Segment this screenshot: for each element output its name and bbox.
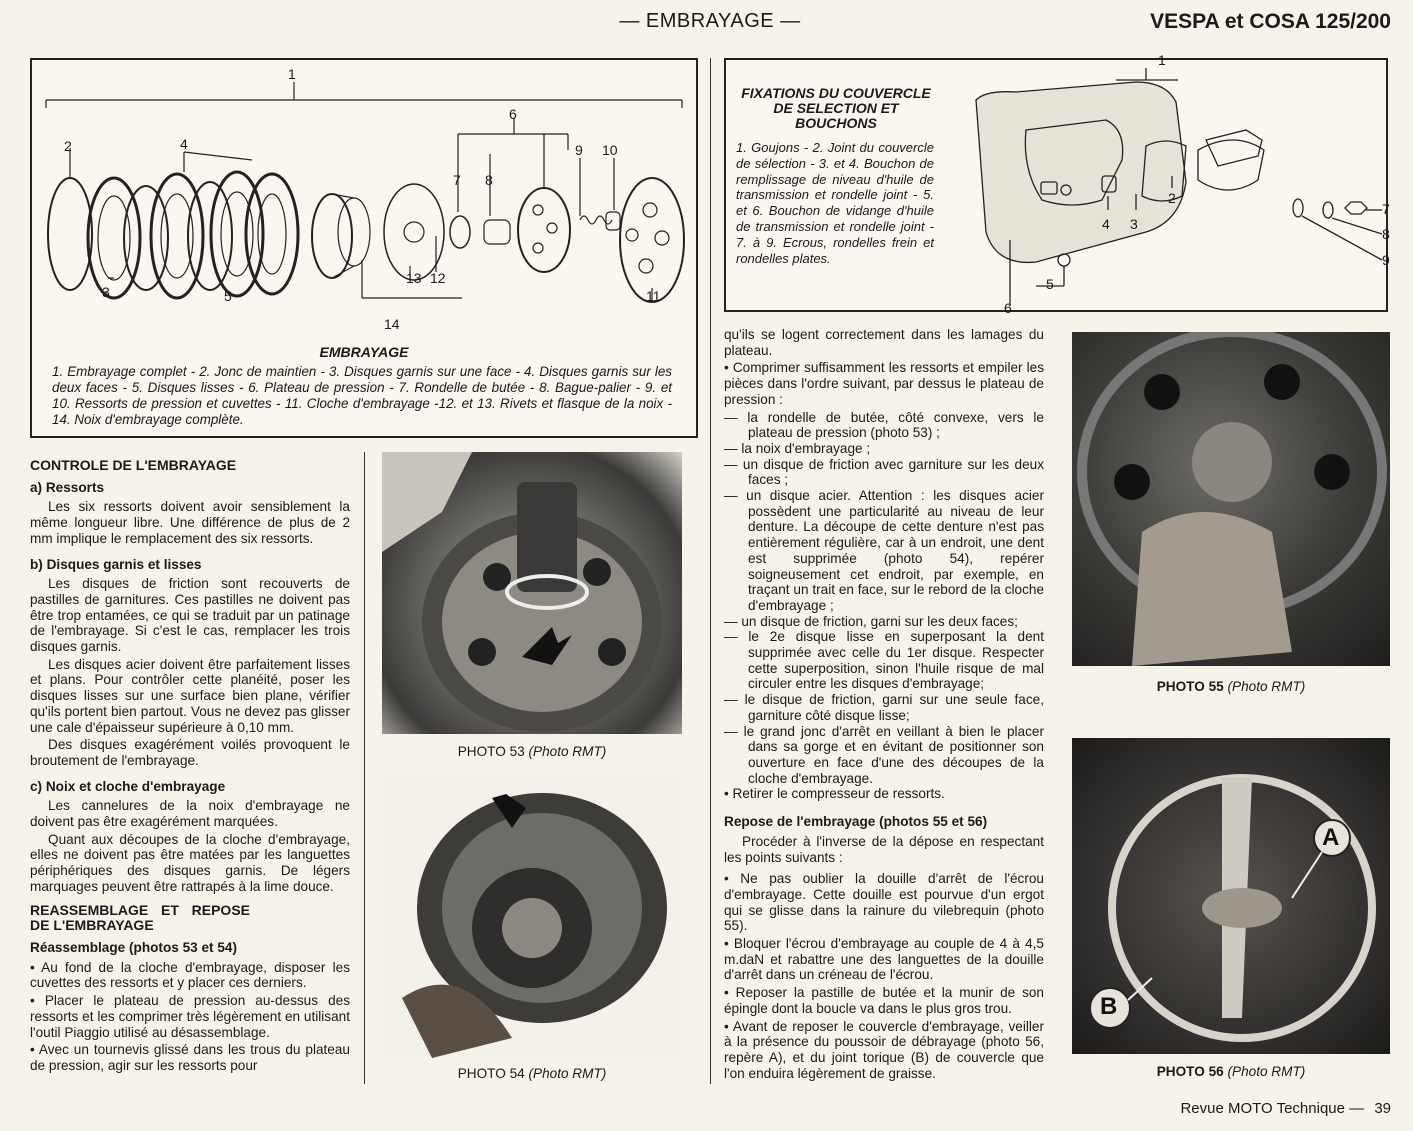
photo-54 — [382, 778, 682, 1058]
photo-53 — [382, 452, 682, 734]
photo-53-illustration — [382, 452, 682, 734]
fig2-label-7: 7 — [1382, 201, 1390, 217]
photo-54-illustration — [382, 778, 682, 1058]
magazine-title: VESPA et COSA 125/200 — [1150, 10, 1391, 33]
photo-54-credit: (Photo RMT) — [528, 1066, 607, 1081]
photo-53-credit: (Photo RMT) — [528, 744, 607, 759]
page-number: 39 — [1374, 1100, 1391, 1117]
para-disques-1: Les disques de friction sont recouverts de pastilles de garnitures. Ces pastilles ne doivent pas être trop entamées, ce qui se traduit par un patinage de l'embrayage. Si c'est le cas, remplacer les trois disques garnis. — [30, 576, 350, 655]
para-intro: qu'ils se logent correctement dans les lamages du plateau. — [724, 327, 1044, 358]
fig1-label-12: 12 — [430, 270, 446, 286]
fig2-label-9: 9 — [1382, 252, 1390, 268]
column-divider-2 — [710, 58, 711, 1084]
photo-56-illustration — [1072, 738, 1390, 1054]
fig2-label-4: 4 — [1102, 216, 1110, 232]
heading-noix: c) Noix et cloche d'embrayage — [30, 778, 226, 794]
list-item: — le disque de friction, garni sur une seule face, garniture côté disque lisse; — [724, 692, 1044, 723]
fig1-label-5: 5 — [224, 288, 232, 304]
list-item: — la rondelle de butée, côté convexe, vers le plateau de pression (photo 53) ; — [724, 409, 1044, 441]
photo-56 — [1072, 738, 1390, 1054]
fig1-label-3: 3 — [102, 284, 110, 300]
heading-reassemblage: REASSEMBLAGE ET REPOSE DE L'EMBRAYAGE — [30, 901, 250, 934]
para-repose-4: • Avant de reposer le couvercle d'embrayage, veiller à la présence du poussoir de débrayage (photo 56, repère A), et du joint torique (B) de couvercle que l'on enduira légèrement de graisse. — [724, 1018, 1044, 1081]
photo-55-caption — [1072, 679, 1390, 694]
list-item: — le 2e disque lisse en superposant la dent supprimée avec celle du 1er disque. Respecter cette superposition, sinon l'huile risque de mal circuler entre les disques d'embrayage; — [724, 629, 1044, 692]
heading-reassemblage-photos: Réassemblage (photos 53 et 54) — [30, 939, 237, 955]
fig1-label-14: 14 — [384, 316, 400, 332]
photo-53-caption — [382, 744, 682, 759]
fig1-label-9: 9 — [575, 142, 583, 158]
fig2-label-6: 6 — [1004, 300, 1012, 316]
para-comprimer: • Comprimer suffisamment les ressorts et empiler les pièces dans l'ordre suivant, par dessus le plateau de pression : — [724, 360, 1044, 407]
para-retirer: • Retirer le compresseur de ressorts. — [724, 786, 945, 802]
photo-55-label: PHOTO 55 — [1156, 679, 1224, 694]
photo-54-label: PHOTO 54 — [457, 1066, 525, 1081]
heading-disques: b) Disques garnis et lisses — [30, 556, 202, 572]
fig1-label-1: 1 — [288, 66, 296, 82]
para-ressorts: Les six ressorts doivent avoir sensiblement la même longueur libre. Une différence de plus de 2 mm implique le remplacement des six ressorts. — [30, 499, 350, 546]
para-reass-2: • Placer le plateau de pression au-dessus des ressorts et les comprimer très légèrement en utilisant l'outil Piaggio utilisé au désassemblage. — [30, 993, 350, 1040]
marker-a: A — [1322, 824, 1340, 851]
photo-56-caption — [1072, 1064, 1390, 1079]
fig1-label-4: 4 — [180, 136, 188, 152]
fig1-label-2: 2 — [64, 138, 72, 154]
para-repose-3: • Reposer la pastille de butée et la munir de son épingle dont la boucle va dans le plus gros trou. — [724, 985, 1044, 1016]
cover-diagram — [946, 60, 1386, 310]
photo-55-illustration — [1072, 332, 1390, 666]
fig2-caption: 1. Goujons - 2. Joint du couvercle de sélection - 3. et 4. Bouchon de remplissage de niveau d'huile de transmission et rondelle joint - 5. et 6. Bouchon de vidange d'huile de transmission et rondelle joint - 7. à 9. Ecrous, rondelles frein et rondelles plates. — [736, 140, 934, 266]
para-noix-2: Quant aux découpes de la cloche d'embrayage, elles ne doivent pas être matées par les languettes périphériques des disques garnis. De légers marquages peuvent être rattrapés à la lime douce. — [30, 831, 350, 894]
fig2-title: FIXATIONS DU COUVERCLE DE SELECTION ET BOUCHONS — [741, 85, 931, 131]
para-reass-1: • Au fond de la cloche d'embrayage, disposer les cuvettes des ressorts et y placer ces derniers. — [30, 959, 350, 991]
figure-caption: 1. Embrayage complet - 2. Jonc de maintien - 3. Disques garnis sur une face - 4. Disques garnis sur les deux faces - 5. Disques lisses - 6. Plateau de pression - 7. Rondelle de butée - 8. Bague-palier - 9. et 10. Ressorts de pression et cuvettes - 11. Cloche d'embrayage -12. et 13. Rivets et flasque de la noix - 14. Noix d'embrayage complète. — [52, 364, 672, 427]
list-item: — un disque acier. Attention : les disques acier possèdent une particularité au niveau de leur denture. La découpe de cette denture n'est pas entièrement régulière, car à un endroit, une dent est supprimée (photo 54), repérer soigneusement cet endroit, par exemple, en traçant un trait en face, sur le rebord de la cloche d'embrayage ; — [724, 488, 1044, 613]
para-repose-1: • Ne pas oublier la douille d'arrêt de l'écrou d'embrayage. Cette douille est pourvue d'un ergot qui se glisse dans la rainure du vilebrequin (photo 55). — [724, 871, 1044, 934]
para-disques-2: Les disques acier doivent être parfaitement lisses et plans. Pour contrôler cette planéité, poser les disques lisses sur une surface bien plane, vérifier qu'ils portent bien partout. Vous ne devez pas glisser une cale d'épaisseur supérieure à 0,10 mm. — [30, 656, 350, 735]
fig1-label-11: 11 — [646, 288, 661, 304]
clutch-exploded-diagram — [32, 60, 696, 350]
fig2-label-3: 3 — [1130, 216, 1138, 232]
para-disques-3: Des disques exagérément voilés provoquent le broutement de l'embrayage. — [30, 737, 350, 768]
fig2-label-2: 2 — [1168, 190, 1176, 206]
fig1-label-10: 10 — [602, 142, 618, 158]
heading-controle: CONTROLE DE L'EMBRAYAGE — [30, 457, 237, 473]
para-repose-2: • Bloquer l'écrou d'embrayage au couple de 4 à 4,5 m.daN et rabattre une des languettes de la douille d'arrêt dans un créneau de l'écrou. — [724, 936, 1044, 983]
fig2-label-5: 5 — [1046, 276, 1054, 292]
para-repose: Procéder à l'inverse de la dépose en respectant les points suivants : — [724, 833, 1044, 865]
para-reass-3: • Avec un tournevis glissé dans les trous du plateau de pression, agir sur les ressorts pour — [30, 1042, 350, 1073]
heading-ressorts: a) Ressorts — [30, 479, 105, 495]
heading-repose: Repose de l'embrayage (photos 55 et 56) — [724, 814, 988, 830]
list-item: — un disque de friction avec garniture sur les deux faces ; — [724, 456, 1044, 488]
fig2-label-8: 8 — [1382, 226, 1390, 242]
column-reassemblage — [724, 327, 1044, 1083]
column-divider — [364, 452, 365, 1084]
fig2-label-1: 1 — [1158, 52, 1166, 68]
photo-55 — [1072, 332, 1390, 666]
list-item: — la noix d'embrayage ; — [724, 440, 871, 456]
assembly-order-list — [724, 410, 1044, 787]
list-item: — le grand jonc d'arrêt en veillant à bien le placer dans sa gorge et en évitant de positionner son ouverture en face d'une des découpes de la cloche d'embrayage. — [724, 723, 1044, 786]
list-item: — un disque de friction, garni sur les deux faces; — [724, 613, 1018, 629]
section-title: — EMBRAYAGE — — [619, 10, 801, 32]
photo-55-credit: (Photo RMT) — [1227, 679, 1306, 694]
fig1-label-13: 13 — [406, 270, 422, 286]
footer-text: Revue MOTO Technique — — [1180, 1100, 1365, 1117]
photo-56-credit: (Photo RMT) — [1227, 1064, 1306, 1079]
fig1-label-6: 6 — [509, 106, 517, 122]
fig1-label-8: 8 — [485, 172, 493, 188]
figure-fixations — [724, 52, 1390, 316]
figure-embrayage — [30, 58, 698, 438]
photo-53-label: PHOTO 53 — [457, 744, 525, 759]
footer — [1180, 1100, 1391, 1117]
photo-54-caption — [382, 1066, 682, 1081]
fig1-label-7: 7 — [453, 172, 461, 188]
figure-title: EMBRAYAGE — [319, 344, 409, 360]
para-noix-1: Les cannelures de la noix d'embrayage ne doivent pas être exagérément marquées. — [30, 798, 350, 830]
photo-56-label: PHOTO 56 — [1156, 1064, 1224, 1079]
column-controle — [30, 452, 350, 1076]
marker-b: B — [1100, 993, 1118, 1020]
